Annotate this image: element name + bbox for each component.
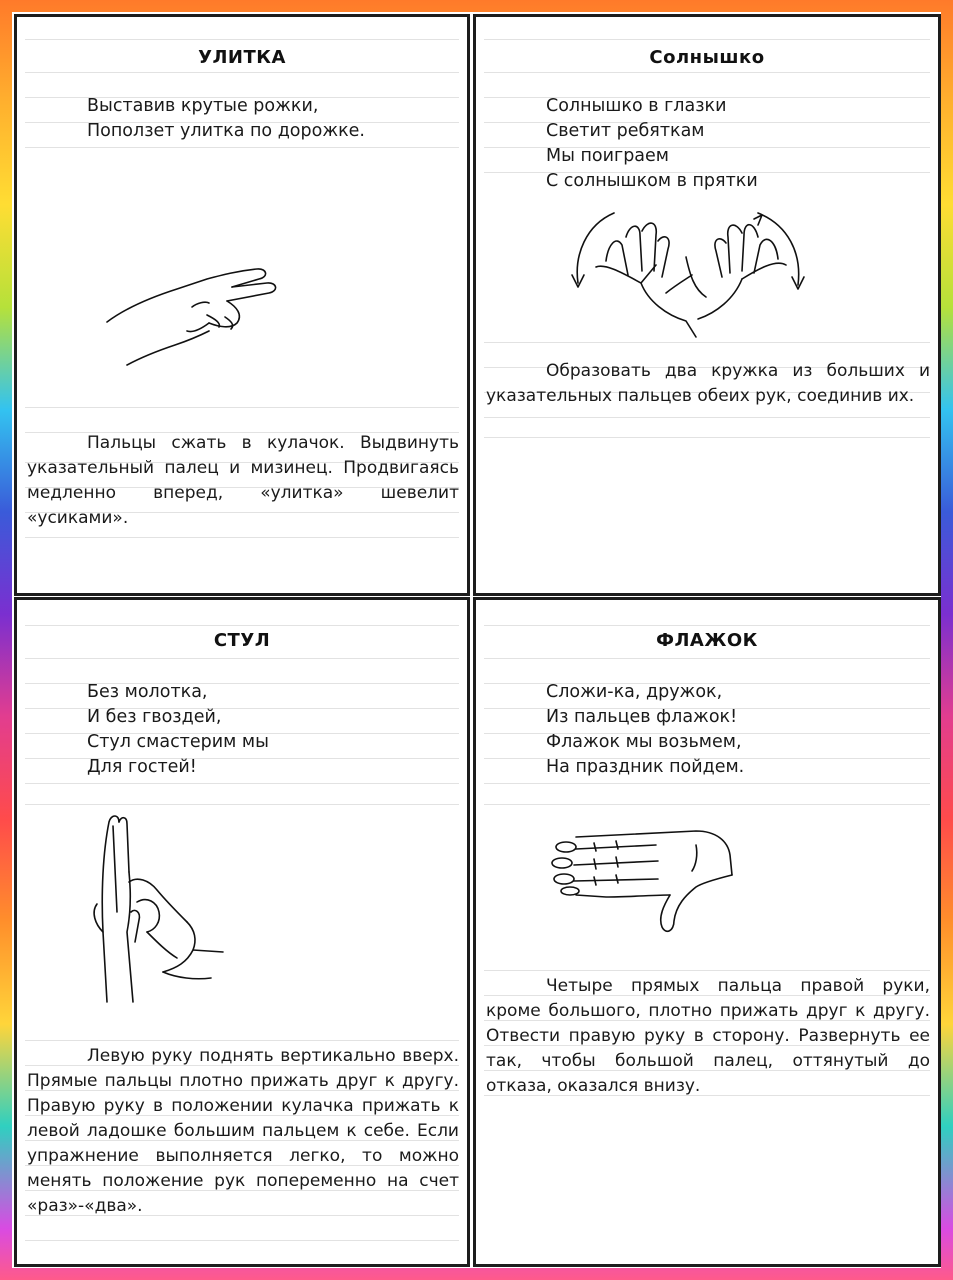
card-title: ФЛАЖОК — [656, 630, 758, 651]
hand-snail-icon — [97, 257, 297, 377]
two-hands-sun-icon — [566, 205, 816, 345]
poem-line: Поползет улитка по дорожке. — [87, 121, 365, 141]
description: Образовать два кружка из больших и указательных пальцев обеих рук, соединив их. — [486, 361, 930, 406]
card-title: Солнышко — [649, 47, 765, 68]
poem-line: И без гвоздей, — [87, 707, 222, 727]
description: Левую руку поднять вертикально вверх. Прямые пальцы плотно прижать друг к другу. Правую руку в положении кулачка прижать к левой ладошке большим пальцем к себе. Если упражнение выполняется легко, то можно менять положение рук попеременно на счет «раз»-«два». — [27, 1046, 459, 1216]
poem-line: Мы поиграем — [546, 146, 669, 166]
card-sun — [473, 14, 941, 596]
poem-line: Для гостей! — [87, 757, 197, 777]
poem — [546, 94, 758, 194]
card-snail — [14, 14, 470, 596]
poem — [546, 680, 744, 780]
description: Пальцы сжать в кулачок. Выдвинуть указательный палец и мизинец. Продвигаясь медленно вперед, «улитка» шевелит «усиками». — [27, 433, 459, 528]
poem-line: На праздник пойдем. — [546, 757, 745, 777]
poem-line: Стул смастерим мы — [87, 732, 269, 752]
poem-line: Без молотка, — [87, 682, 208, 702]
poem-line: Выставив крутые рожки, — [87, 96, 319, 116]
hands-chair-icon — [77, 812, 237, 1012]
poem-line: С солнышком в прятки — [546, 171, 758, 191]
hand-flag-icon — [546, 825, 746, 945]
poem — [87, 94, 365, 144]
poem-line: Солнышко в глазки — [546, 96, 727, 116]
card-title: УЛИТКА — [198, 47, 286, 68]
card-title: СТУЛ — [213, 630, 271, 651]
card-flag — [473, 597, 941, 1267]
poem-line: Светит ребяткам — [546, 121, 705, 141]
poem — [87, 680, 269, 780]
poem-line: Из пальцев флажок! — [546, 707, 738, 727]
poem-line: Сложи-ка, дружок, — [546, 682, 723, 702]
poem-line: Флажок мы возьмем, — [546, 732, 742, 752]
description: Четыре прямых пальца правой руки, кроме большого, плотно прижать друг к другу. Отвести правую руку в сторону. Развернуть ее так, чтобы большой палец, оттянутый до отказа, оказался внизу. — [486, 976, 930, 1096]
card-chair — [14, 597, 470, 1267]
